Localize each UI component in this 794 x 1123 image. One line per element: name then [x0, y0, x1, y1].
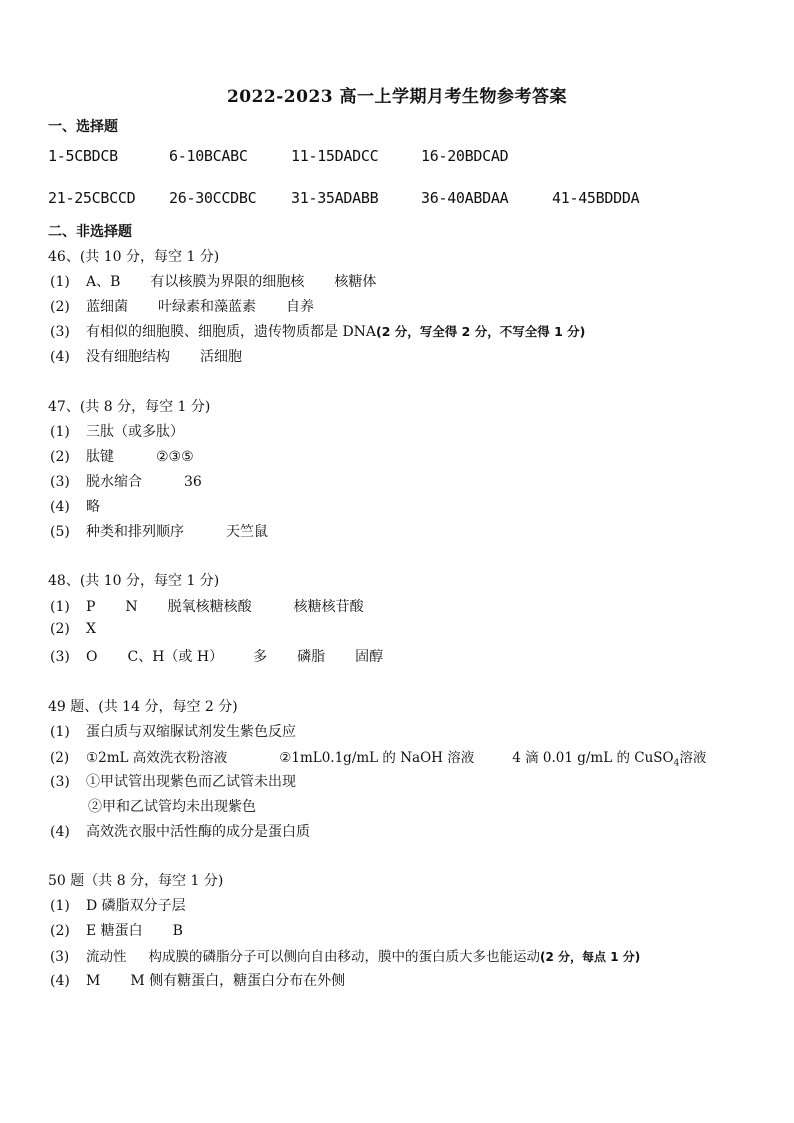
mc-answer-group: 16-20BDCAD: [421, 147, 509, 165]
answer: M 侧有糖蛋白，糖蛋白分布在外侧: [130, 973, 346, 989]
mc-answer-group: 21-25CBCCD: [48, 189, 136, 207]
q47-heading: 47、(共 8 分，每空 1 分): [48, 399, 211, 415]
sub-number: (3): [50, 774, 70, 790]
sub-number: (2): [50, 299, 70, 315]
answer: 36: [184, 474, 202, 490]
q46-heading: 46、(共 10 分，每空 1 分): [48, 249, 220, 265]
answer: X: [86, 621, 96, 637]
answer: 肽键: [86, 449, 114, 465]
q47-line-3: [50, 471, 202, 491]
scoring-note: (2 分，写全得 2 分，不写全得 1 分): [376, 324, 586, 339]
mc-answer-group: 26-30CCDBC: [169, 189, 257, 207]
answer: ①2mL 高效洗衣粉溶液: [86, 750, 228, 766]
answer: A、B: [86, 274, 121, 290]
mc-answer-group: 1-5CBDCB: [48, 147, 118, 165]
q48-line-1: [50, 596, 364, 616]
answer: 固醇: [355, 649, 384, 665]
q49-heading: 49 题、(共 14 分，每空 2 分): [48, 699, 238, 715]
sub-number: (1): [50, 274, 70, 290]
q46-line-2: [50, 296, 314, 316]
q46-line-3: [50, 321, 585, 341]
answer: 有以核膜为界限的细胞核: [150, 274, 305, 290]
sub-number: (3): [50, 649, 70, 665]
answer: 脱氧核糖核酸: [167, 599, 252, 615]
q46-line-1: [50, 271, 376, 291]
answer: 蓝细菌: [86, 299, 128, 315]
sub-number: (1): [50, 424, 70, 440]
answer: N: [125, 599, 138, 615]
section-multiple-choice-heading: 一、选择题: [48, 119, 118, 135]
sub-number: (3): [50, 949, 70, 965]
q49-line-4: [50, 821, 310, 841]
answer: M: [86, 973, 101, 989]
answer: 溶液: [679, 750, 707, 766]
answer: 高效洗衣服中活性酶的成分是蛋白质: [86, 824, 310, 840]
q47-line-2: [50, 446, 194, 466]
answer: 天竺鼠: [226, 524, 268, 540]
q48-line-3: [50, 646, 383, 666]
sub-number: (4): [50, 349, 70, 365]
answer: 蛋白质与双缩脲试剂发生紫色反应: [86, 724, 296, 740]
answer: 磷脂: [297, 649, 326, 665]
answer: E 糖蛋白: [86, 923, 143, 939]
mc-answer-group: 11-15DADCC: [291, 147, 379, 165]
answer: 流动性: [86, 949, 127, 965]
sub-number: (1): [50, 724, 70, 740]
q49-line-2: [50, 746, 706, 769]
q49-line-1: [50, 721, 296, 741]
q48-heading: 48、(共 10 分，每空 1 分): [48, 573, 220, 589]
answer: 没有细胞结构: [86, 349, 170, 365]
answer: 略: [86, 499, 100, 515]
q49-line-3: [50, 771, 296, 791]
answer: 三肽（或多肽）: [86, 424, 184, 440]
q50-line-1: [50, 895, 186, 915]
q49-line-3b: ②甲和乙试管均未出现紫色: [88, 799, 256, 815]
sub-number: (3): [50, 474, 70, 490]
answer: P: [86, 599, 96, 615]
answer: 4 滴 0.01 g/mL 的 CuSO: [512, 750, 674, 766]
sub-number: (2): [50, 923, 70, 939]
q47-line-5: [50, 521, 268, 541]
answer: 叶绿素和藻蓝素: [158, 299, 256, 315]
sub-number: (1): [50, 599, 70, 615]
answer: D 磷脂双分子层: [86, 898, 186, 914]
mc-answer-group: 6-10BCABC: [169, 147, 248, 165]
mc-answer-group: 41-45BDDDA: [552, 189, 640, 207]
answer: 构成膜的磷脂分子可以侧向自由移动，膜中的蛋白质大多也能运动: [148, 949, 540, 965]
sub-number: (5): [50, 524, 70, 540]
answer: 活细胞: [200, 349, 242, 365]
mc-answer-group: 31-35ADABB: [291, 189, 379, 207]
answer: 有相似的细胞膜、细胞质，遗传物质都是 DNA: [86, 324, 377, 340]
sub-number: (4): [50, 973, 70, 989]
sub-number: (4): [50, 824, 70, 840]
answer: 自养: [286, 299, 314, 315]
sub-number: (2): [50, 621, 70, 637]
sub-number: (1): [50, 898, 70, 914]
sub-number: (3): [50, 324, 70, 340]
answer: B: [172, 923, 183, 939]
q50-line-2: [50, 920, 183, 940]
answer: ②③⑤: [156, 449, 194, 465]
q46-line-4: [50, 346, 242, 366]
q50-line-3: [50, 945, 640, 965]
q50-line-4: [50, 970, 345, 990]
page-title: 2022-2023 高一上学期月考生物参考答案: [226, 87, 568, 107]
q47-line-1: [50, 421, 184, 441]
section-free-response-heading: 二、非选择题: [48, 224, 132, 240]
sub-number: (2): [50, 449, 70, 465]
q50-heading: 50 题（共 8 分，每空 1 分): [48, 873, 224, 889]
scoring-note: (2 分，每点 1 分): [540, 950, 641, 964]
answer: ②1mL0.1g/mL 的 NaOH 溶液: [279, 750, 475, 766]
mc-answers-row-2: [48, 189, 748, 209]
mc-answers-row-1: [48, 147, 748, 167]
q47-line-4: [50, 496, 100, 516]
answer: C、H（或 H）: [127, 649, 224, 665]
answer: O: [86, 649, 98, 665]
answer: 核糖体: [334, 274, 377, 290]
answer: 多: [253, 649, 268, 665]
subscript: 4: [673, 758, 680, 769]
mc-answer-group: 36-40ABDAA: [421, 189, 509, 207]
sub-number: (2): [50, 750, 70, 766]
answer: 脱水缩合: [86, 474, 142, 490]
answer: ①甲试管出现紫色而乙试管未出现: [86, 774, 296, 790]
answer: 核糖核苷酸: [293, 599, 364, 615]
answer: 种类和排列顺序: [86, 524, 184, 540]
q48-line-2: [50, 621, 96, 637]
sub-number: (4): [50, 499, 70, 515]
